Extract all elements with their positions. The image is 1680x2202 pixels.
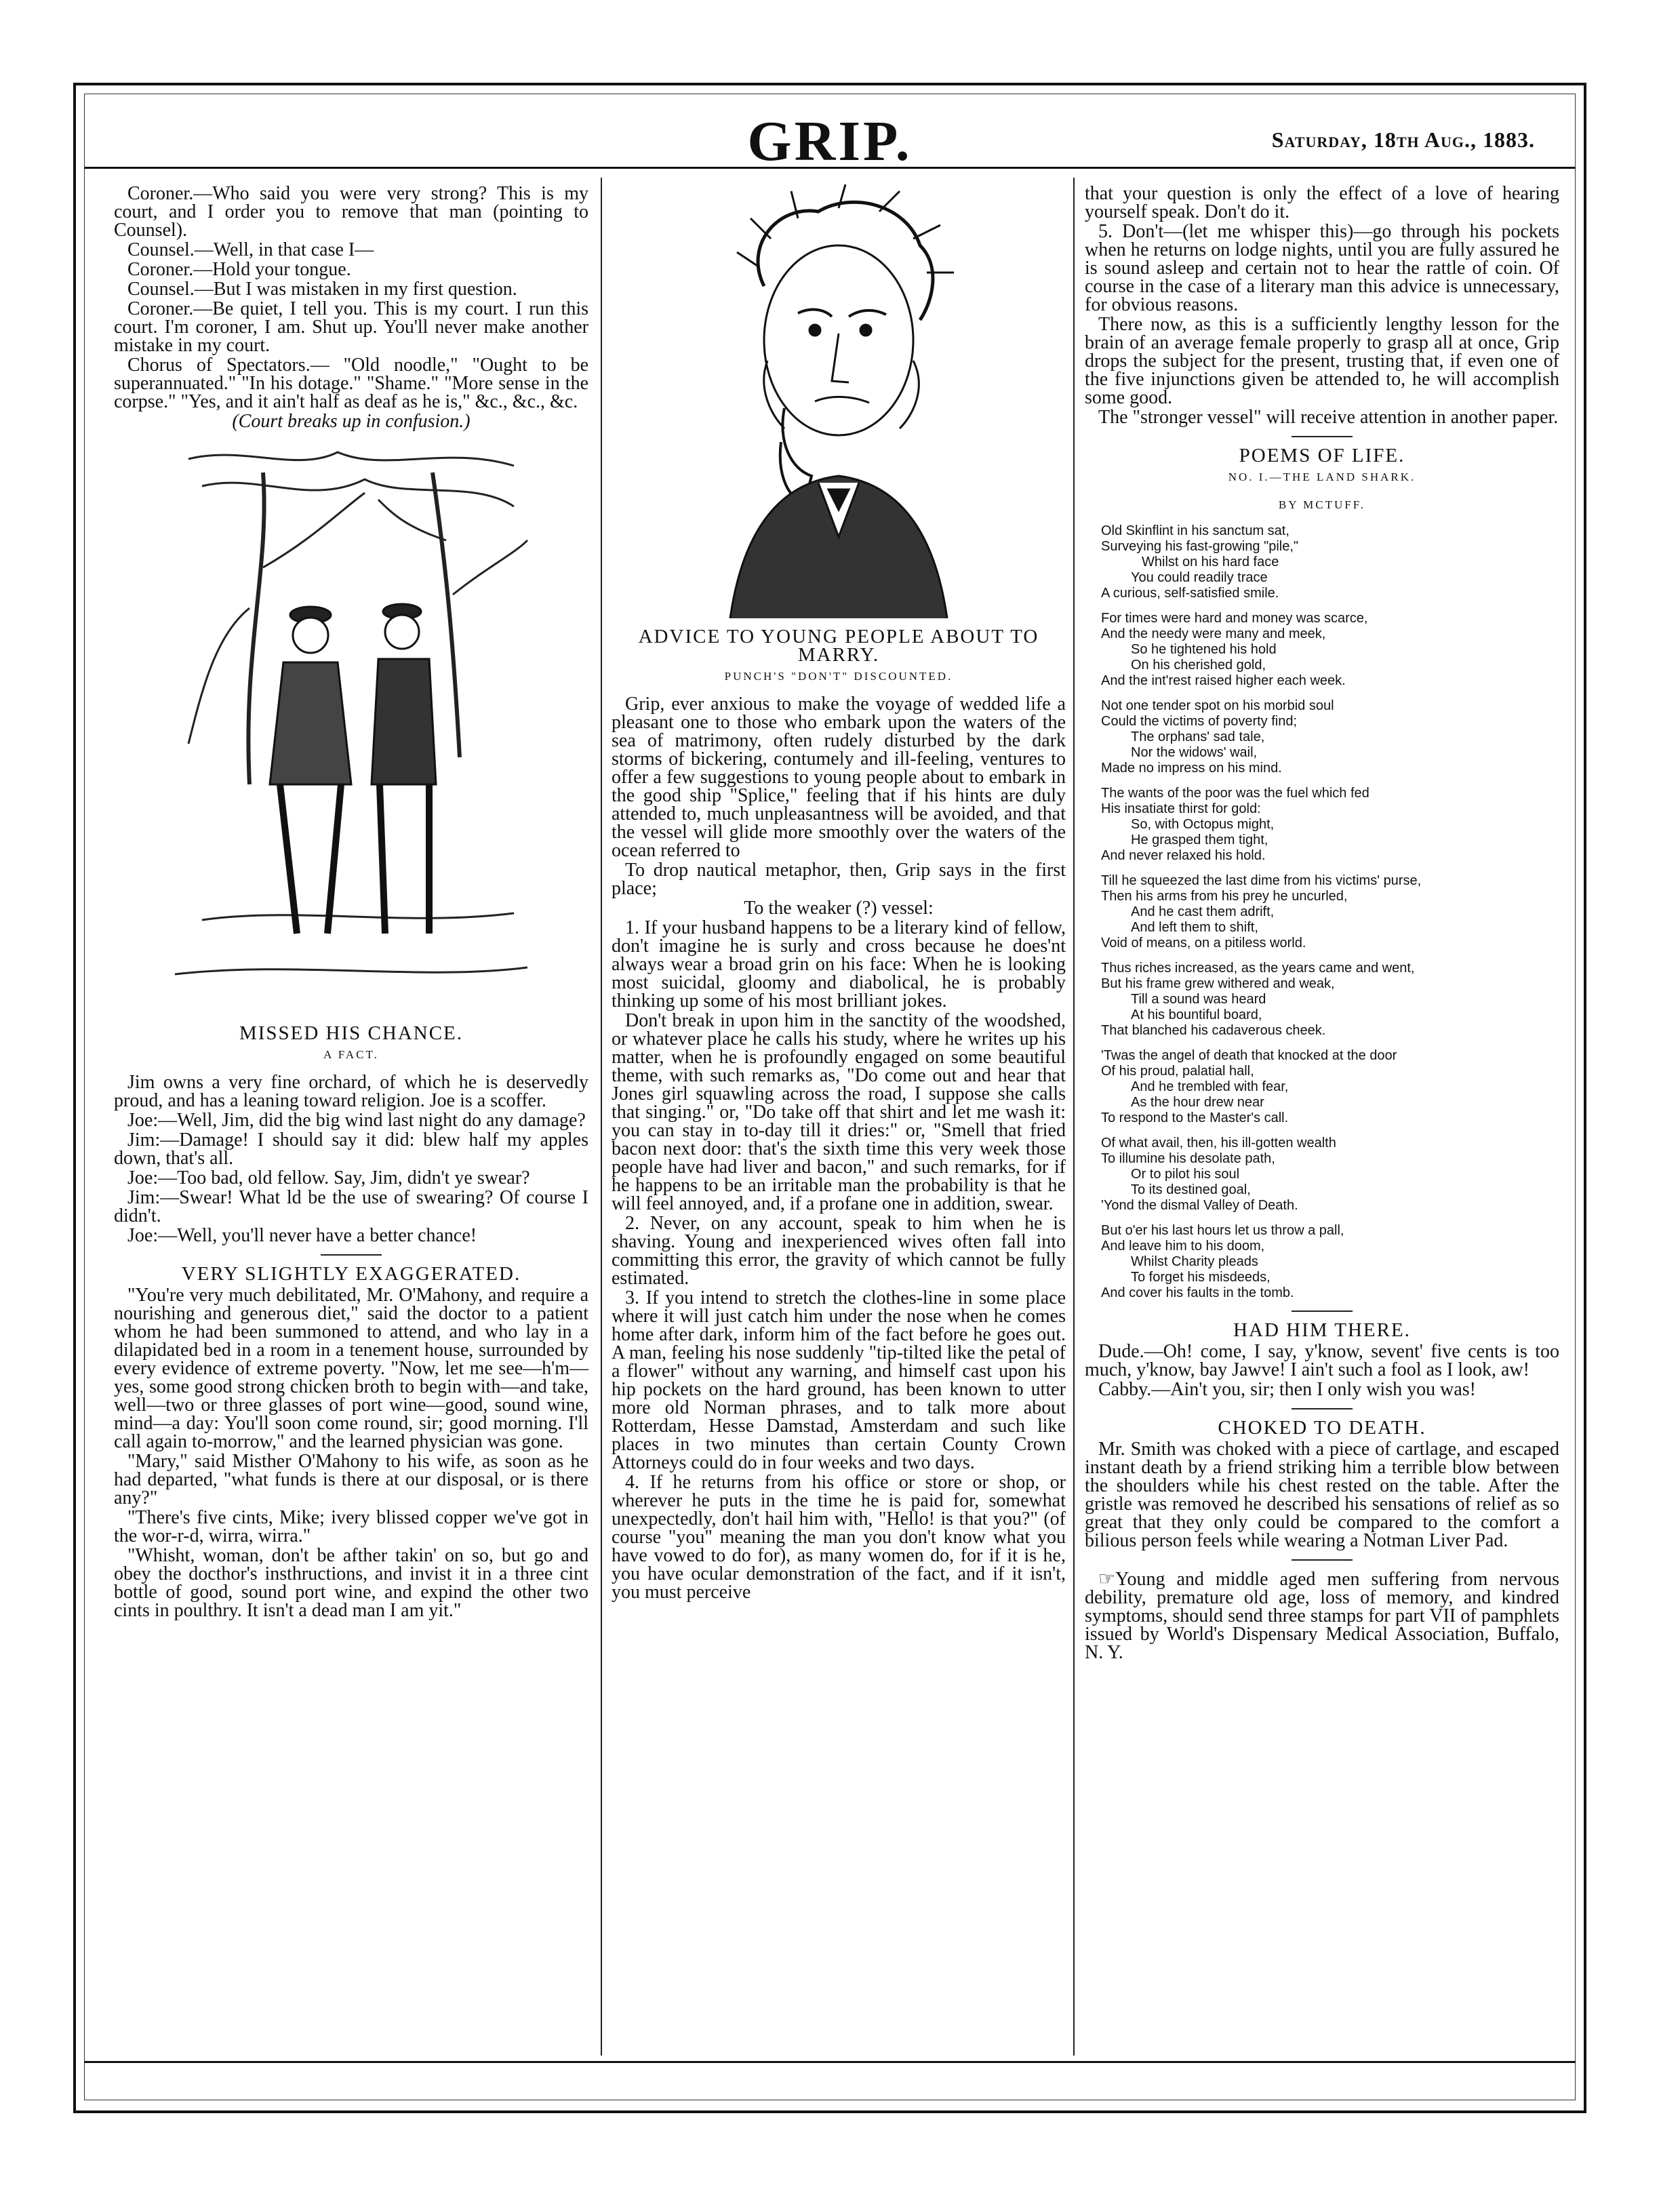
column-divider-2 [1073,178,1075,2056]
column-2 [612,184,1066,1603]
coroner-line: Coroner.—Be quiet, I tell you. This is my court. I run this court. I'm coroner, I am. Shut up. You'll never make another mistake in my court. [114,298,588,356]
poem-stanza [1101,961,1559,1039]
poem-line: A curious, self-satisfied smile. [1101,586,1279,601]
masthead-rule [84,167,1576,169]
advice-title: ADVICE TO YOUNG PEOPLE ABOUT TO MARRY. [638,626,1039,666]
poem-line: The orphans' sad tale, [1131,729,1265,744]
poem-stanza [1101,873,1559,951]
coroner-line: Counsel.—Well, in that case I— [127,239,374,260]
poem-line: Thus riches increased, as the years came and went, [1101,961,1415,976]
poems-title: POEMS OF LIFE. [1239,445,1405,466]
poem-stanza [1101,1223,1559,1301]
poem-line: For times were hard and money was scarce, [1101,611,1368,626]
exaggerated-paragraph: "There's five cints, Mike; ivery blissed copper we've got in the wor-r-d, wirra, wirra." [114,1507,588,1546]
missed-chance-illustration [161,432,541,1015]
poem-line: As the hour drew near [1131,1095,1264,1110]
exaggerated-paragraph: "You're very much debilitated, Mr. O'Mahony, and require a nourishing and generous diet," said the doctor to a patient whom he had been summoned to attend, and who lay in a dilapidated bed in a room in a tenement house, surrounded by every evidence of extreme poverty. "Now, let me see—h'm—yes, some good strong chicken broth to begin with—and take, well—two or three glasses of port wine—good, sound wine, mind—a day: You'll soon come round, sir; good morning. I'll call again to-morrow," and the learned physician was gone. [114,1285,588,1452]
poem-line: Could the victims of poverty find; [1101,714,1298,729]
poem-line: Or to pilot his soul [1131,1167,1240,1182]
missed-paragraph: Joe:—Too bad, old fellow. Say, Jim, didn't ye swear? [127,1167,530,1188]
poem-line: And leave him to his doom, [1101,1239,1265,1254]
poem-line: To its destined goal, [1131,1182,1251,1197]
poem-line: Whilst Charity pleads [1131,1254,1258,1269]
advice-continued: The "stronger vessel" will receive attention in another paper. [1098,407,1559,428]
poem-line: So he tightened his hold [1131,642,1277,657]
poem-line: You could readily trace [1131,570,1268,585]
missed-paragraph: Joe:—Well, Jim, did the big wind last night do any damage? [127,1110,586,1131]
poem-line: His insatiate thirst for gold: [1101,801,1261,816]
poem-line: To illumine his desolate path, [1101,1151,1275,1166]
poem-line: To respond to the Master's call. [1101,1110,1289,1125]
section-divider [1292,1310,1353,1312]
column-1 [114,184,588,1621]
poem-line: On his cherished gold, [1131,658,1266,673]
poem-line: Void of means, on a pitiless world. [1101,936,1306,950]
poem-line: But o'er his last hours let us throw a pall, [1101,1223,1344,1238]
poem-line: And never relaxed his hold. [1101,848,1266,863]
literary-man-portrait [703,184,974,618]
poem-line: Not one tender spot on his morbid soul [1101,698,1334,713]
poem-line: And the needy were many and meek, [1101,626,1326,641]
section-divider [1292,1408,1353,1409]
missed-paragraph: Jim:—Swear! What ld be the use of swearing? Of course I didn't. [114,1187,588,1226]
advice-paragraph: Don't break in upon him in the sanctity of the woodshed, or whatever place he calls his study, where he writes up his matter, when he is profoundly engaged on some beautiful theme, with such remarks as, "Do come out and hear that Jones girl squawling across the road, I suppose she calls that singing." or, "Do take off that shirt and let me wash it: you can stay in to-day till it dries:" or, "Smell that fried bacon next door: that's the sixth time this very week those people have had liver and bacon," and such remarks, for if he happens to be an irritable man the probability is that he will feel annoyed, and, if a profane one in addition, swear. [612,1010,1066,1214]
advice-continued: There now, as this is a sufficiently lengthy lesson for the brain of an average female properly to grasp all at once, Grip drops the subject for the present, trusting that, if even one of the five injunctions given be attended to, he will accomplish some good. [1085,314,1559,408]
poem-stanza [1101,1136,1559,1214]
masthead-date: Saturday, 18th Aug., 1883. [1271,127,1535,152]
poem-line: 'Twas the angel of death that knocked at the door [1101,1048,1397,1063]
poem-line: Of what avail, then, his ill-gotten wealth [1101,1136,1336,1150]
court-breaks-up: (Court breaks up in confusion.) [232,411,471,432]
poem-stanza [1101,523,1559,601]
advice-continued: 5. Don't—(let me whisper this)—go through his pockets when he returns on lodge nights, until you are fully assured he is sound asleep and certain not to hear the rattle of coin. Of course in the case of a literary man this advice is unnecessary, for obvious reasons. [1085,221,1559,315]
poems-byline: BY MCTUFF. [1278,498,1366,511]
had-him-paragraph: Dude.—Oh! come, I say, y'know, sevent' five cents is too much, y'know, bay Jawve! I ain't such a fool as I look, aw! [1085,1341,1559,1380]
poem-line: And left them to shift, [1131,920,1258,935]
poem-line: At his bountiful board, [1131,1007,1262,1022]
poem-stanza [1101,698,1559,776]
exaggerated-paragraph: "Whisht, woman, don't be afther takin' on so, but go and obey the docthor's insthructions, and invist it in a three cint bottle of good, sound port wine, and expind the other two cints in poulthry. It isn't a dead man I am yit." [114,1545,588,1621]
poem-stanza [1101,611,1559,689]
advice-paragraph: Grip, ever anxious to make the voyage of wedded life a pleasant one to those who embark upon the waters of the sea of matrimony, often rudely disturbed by the dark storms of bickering, contumely and ill-feeling, ventures to offer a few suggestions to young people about to embark in the good ship "Splice," feeling that if his hints are duly attended to, much unpleasantness will be avoided, and that the vessel will glide more smoothly over the waters of the ocean referred to [612,694,1066,861]
poem-line: Surveying his fast-growing "pile," [1101,539,1298,554]
advice-paragraph: 3. If you intend to stretch the clothes-line in some place where it will just catch him under the nose when he comes home after dark, inform him of the fact before he goes out. A man, feeling his nose suddenly "tip-tilted like the petal of a flower" without any warning, and himself cast upon his hip pockets on the hard ground, has been known to utter more old Norman phrases, and to talk more about Rotterdam, Hesse Damstad, Amsterdam and such like places in two minutes than certain County Crown Attorneys could do in four weeks and two days. [612,1287,1066,1473]
advice-paragraph: 4. If he returns from his office or store or shop, or wherever he puts in the time he is paid for, somewhat unexpectedly, don't hail him with, "Hello! is that you?" (of course "you" meaning the man you don't know what you have vowed to do for), as many women do, for if it is he, you have ocular demonstration of the fact, and if it isn't, you must perceive [612,1472,1066,1603]
coroner-line: Coroner.—Who said you were very strong? This is my court, and I order you to remove that man (pointing to Counsel). [114,183,588,241]
missed-paragraph: Joe:—Well, you'll never have a better chance! [127,1225,477,1246]
poem-line: Of his proud, palatial hall, [1101,1064,1254,1079]
column-divider-1 [601,178,602,2056]
choked-title: CHOKED TO DEATH. [1218,1417,1426,1439]
poem-line: He grasped them tight, [1131,833,1268,847]
poem-line: And cover his faults in the tomb. [1101,1285,1294,1300]
coroner-line: Chorus of Spectators.— "Old noodle," "Ought to be superannuated." "In his dotage." "Shame." "More sense in the corpse." "Yes, and it ain't half as deaf as he is," &c., &c., &c. [114,355,588,412]
advice-paragraph: 1. If your husband happens to be a literary kind of fellow, don't imagine he is surly and cross because he does'nt always wear a broad grin on his face: When he is looking most suicidal, gloomy and diabolical, he is probably thinking up some of his most brilliant jokes. [612,917,1066,1012]
poem-line: That blanched his cadaverous cheek. [1101,1023,1326,1038]
coroner-line: Coroner.—Hold your tongue. [127,259,351,280]
poem-line: Whilst on his hard face [1142,555,1279,569]
missed-title: MISSED HIS CHANCE. [239,1022,464,1044]
poem-line: And he cast them adrift, [1131,904,1275,919]
advice-continued: that your question is only the effect of a love of hearing yourself speak. Don't do it. [1085,183,1559,222]
poem-line: The wants of the poor was the fuel which fed [1101,786,1369,801]
poem-line: To forget his misdeeds, [1131,1270,1271,1285]
poem-line: Then his arms from his prey he uncurled, [1101,889,1348,904]
had-him-title: HAD HIM THERE. [1233,1319,1411,1341]
poems-subtitle: NO. I.—THE LAND SHARK. [1228,471,1416,483]
poem-line: But his frame grew withered and weak, [1101,976,1335,991]
poem-line: So, with Octopus might, [1131,817,1275,832]
poem-stanza [1101,786,1559,864]
had-him-paragraph: Cabby.—Ain't you, sir; then I only wish you was! [1098,1379,1476,1400]
coroner-line: Counsel.—But I was mistaken in my first question. [127,279,517,300]
poem-line: Till a sound was heard [1131,992,1266,1007]
advice-paragraph: To the weaker (?) vessel: [744,898,934,919]
masthead [84,95,1576,173]
column-3 [1085,184,1559,1663]
poem-stanza [1101,1048,1559,1126]
section-divider [1292,1559,1353,1561]
missed-paragraph: Jim owns a very fine orchard, of which he is deservedly proud, and has a leaning toward religion. Joe is a scoffer. [114,1072,588,1111]
exaggerated-paragraph: "Mary," said Misther O'Mahony to his wife, as soon as he had departed, "what funds is there at our disposal, or is there any?" [114,1451,588,1508]
advertisement: ☞Young and middle aged men suffering from nervous debility, premature old age, loss of memory, and kindred symptoms, should send three stamps for part VII of pamphlets issued by World's Dispensary Medical Association, Buffalo, N. Y. [1085,1569,1559,1663]
missed-subtitle: A FACT. [323,1048,379,1061]
choked-paragraph: Mr. Smith was choked with a piece of cartlage, and escaped instant death by a friend striking him a terrible blow between the shoulders while his chest rested on the table. After the gristle was removed he described his sensations of relief as so great that they only could be compared to the comfort a bilious person feels while wearing a Notman Liver Pad. [1085,1439,1559,1551]
poem-line: 'Yond the dismal Valley of Death. [1101,1198,1298,1213]
exaggerated-title: VERY SLIGHTLY EXAGGERATED. [181,1263,521,1285]
advice-paragraph: 2. Never, on any account, speak to him when he is shaving. Young and inexperienced wives often fall into committing this error, the gravity of which cannot be fully estimated. [612,1213,1066,1289]
footer-rule [84,2061,1576,2063]
masthead-title: GRIP. [747,110,913,173]
poem-line: Made no impress on his mind. [1101,761,1282,776]
section-divider [1292,436,1353,437]
section-divider [321,1254,382,1256]
advice-subtitle: PUNCH'S "DON'T" DISCOUNTED. [724,670,953,683]
advice-paragraph: To drop nautical metaphor, then, Grip says in the first place; [612,860,1066,899]
poem-line: Nor the widows' wail, [1131,745,1258,760]
poem-line: Till he squeezed the last dime from his victims' purse, [1101,873,1422,888]
poem-line: Old Skinflint in his sanctum sat, [1101,523,1289,538]
missed-paragraph: Jim:—Damage! I should say it did: blew half my apples down, that's all. [114,1129,588,1169]
poem-line: And the int'rest raised higher each week. [1101,673,1346,688]
poem-line: And he trembled with fear, [1131,1079,1289,1094]
